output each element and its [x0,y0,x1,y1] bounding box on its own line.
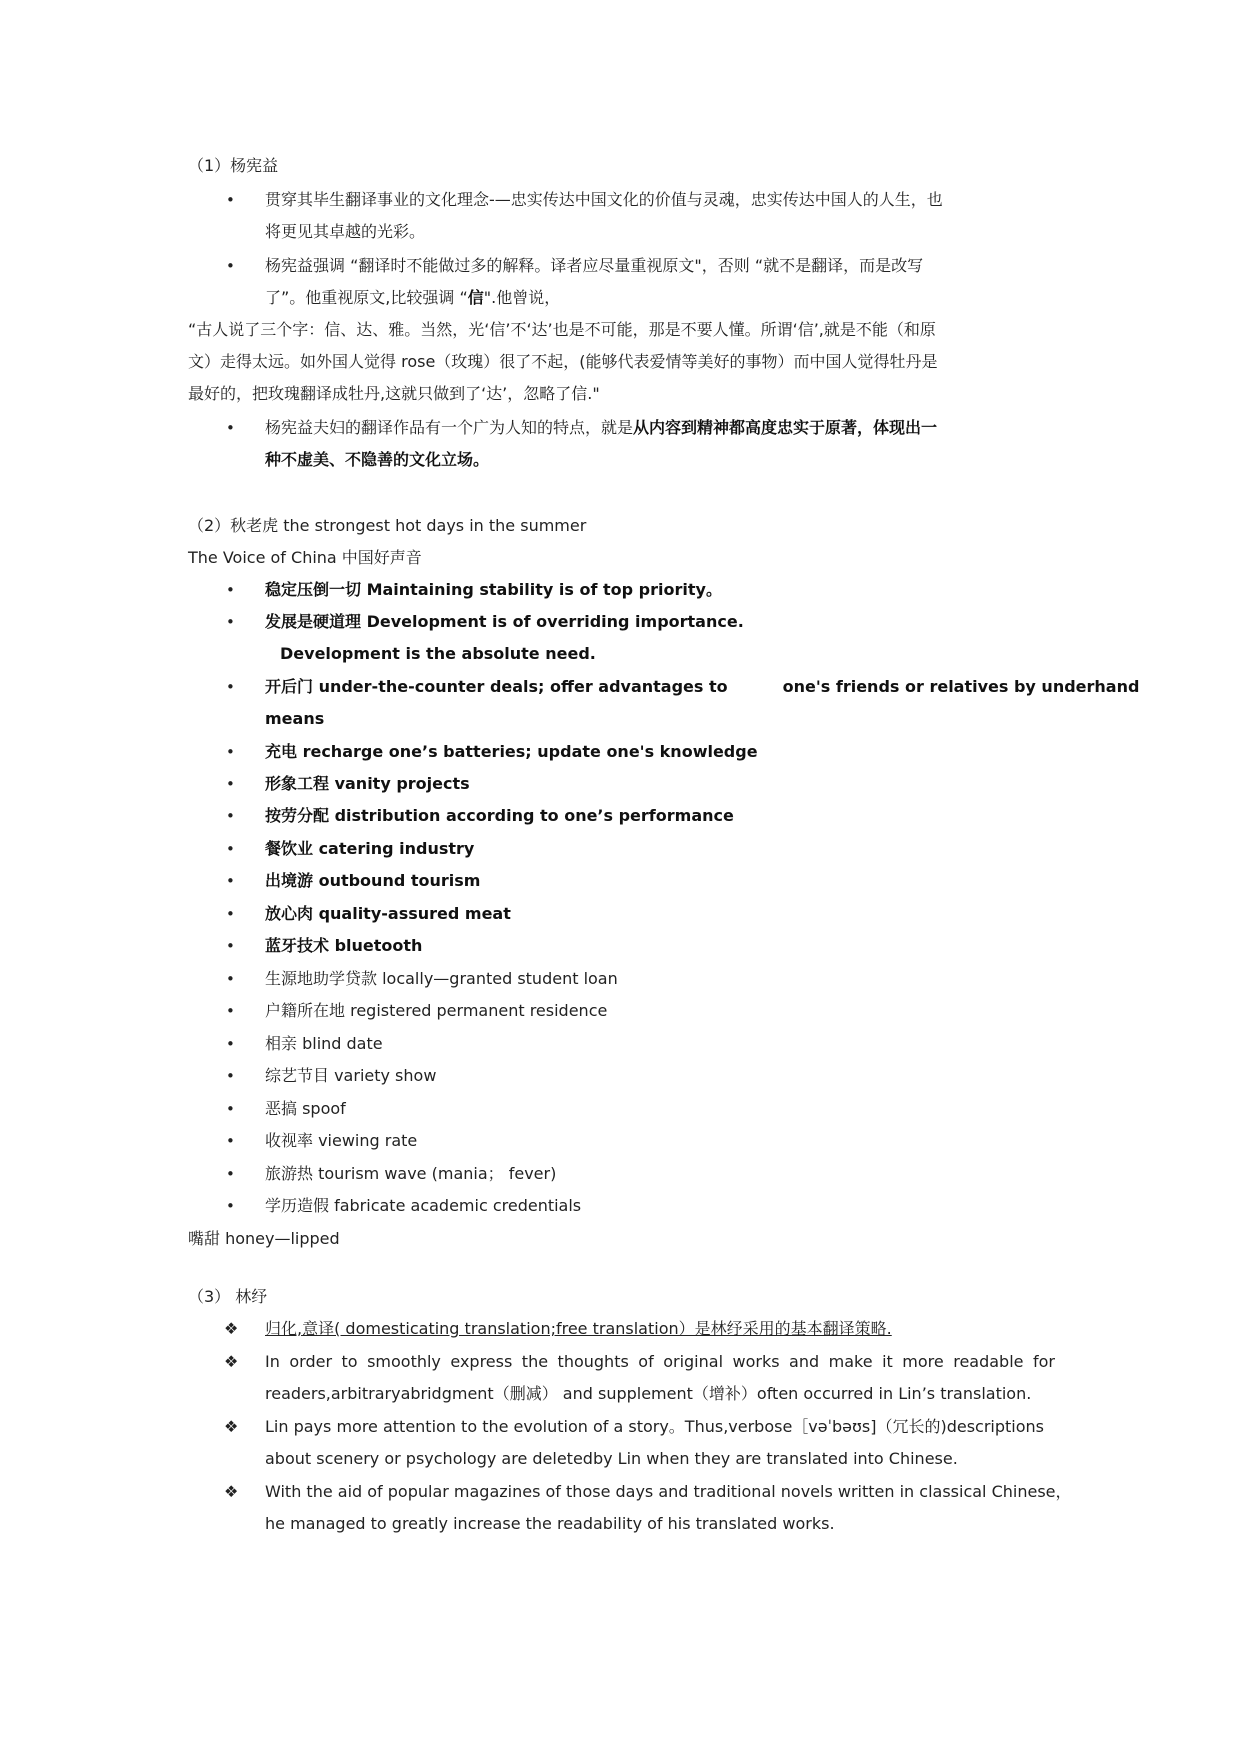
bullet-icon: • [226,1035,235,1053]
bullet-icon: • [226,743,235,761]
term-item: 餐饮业 catering industry [265,839,475,858]
s1-bullet2-line1: 杨宪益强调 “翻译时不能做过多的解释。译者应尽量重视原文"，否则 “就不是翻译，而是改写 [265,256,924,275]
bullet-icon: • [226,613,235,631]
bullet-icon: • [226,840,235,858]
bullet-icon: • [226,1067,235,1085]
term-item: 开后门 under-the-counter deals; offer advantages to one's friends or relatives by underhand [265,677,1140,696]
term-item: 收视率 viewing rate [265,1131,418,1150]
s3-point3-line1: Lin pays more attention to the evolution of a story。Thus,verbose［vəˈbəʊs]（冗长的)descriptions [265,1417,1045,1436]
quote-line3: 最好的，把玫瑰翻译成牡丹,这就只做到了‘达’，忽略了信." [188,384,600,403]
term-item: 旅游热 tourism wave (mania； fever) [265,1164,557,1183]
term-item: 户籍所在地 registered permanent residence [265,1001,608,1020]
section-1-heading: （1）杨宪益 [188,156,279,175]
bullet-icon: • [226,937,235,955]
voice-of-china-line: The Voice of China 中国好声音 [188,548,422,567]
s1-bullet1-line1: 贯穿其毕生翻译事业的文化理念-—忠实传达中国文化的价值与灵魂，忠实传达中国人的人生，也 [265,190,943,209]
diamond-bullet-icon: ❖ [224,1319,239,1338]
bullet-icon: • [226,807,235,825]
term-item: 相亲 blind date [265,1034,383,1053]
bullet-icon: • [226,419,235,437]
bullet-icon: • [226,905,235,923]
bullet-icon: • [226,872,235,890]
term-item: 放心肉 quality-assured meat [265,904,511,923]
quote-line1: “古人说了三个字：信、达、雅。当然，光‘信’不‘达’也是不可能，那是不要人懂。所谓‘信’,就是不能（和原 [188,320,936,339]
term-item: 稳定压倒一切 Maintaining stability is of top priority。 [265,580,722,599]
s3-point3-line2: about scenery or psychology are deletedby Lin when they are translated into Chinese. [265,1449,958,1468]
s3-point2-line1: In order to smoothly express the thoughts of original works and make it more readable for [265,1352,1055,1371]
s1-bullet2-line2: 了”。他重视原文,比较强调 “信".他曾说， [265,288,561,307]
diamond-bullet-icon: ❖ [224,1482,239,1501]
bullet-icon: • [226,1197,235,1215]
xin-emphasis: 信 [467,288,484,307]
term-item: 发展是硬道理 Development is of overriding importance. [265,612,744,631]
term-item-continuation: means [265,709,325,728]
bullet-icon: • [226,1100,235,1118]
bullet-icon: • [226,191,235,209]
bullet-icon: • [226,1165,235,1183]
bullet-icon: • [226,257,235,275]
bullet-icon: • [226,678,235,696]
s3-point1: 归化,意译( domesticating translation;free translation）是林纾采用的基本翻译策略. [265,1319,892,1338]
term-item: 蓝牙技术 bluetooth [265,936,423,955]
term-item: 生源地助学贷款 locally—granted student loan [265,969,618,988]
term-item: 综艺节目 variety show [265,1066,437,1085]
diamond-bullet-icon: ❖ [224,1417,239,1436]
term-item-continuation: Development is the absolute need. [280,644,596,663]
quote-line2: 文）走得太远。如外国人觉得 rose（玫瑰）很了不起，(能够代表爱情等美好的事物）而中国人觉得牡丹是 [188,352,938,371]
s1-bullet3-line2: 种不虚美、不隐善的文化立场。 [265,450,490,469]
s3-point2-line2: readers,arbitraryabridgment（删减） and supplement（增补）often occurred in Lin’s translation. [265,1384,1032,1403]
bullet-icon: • [226,1132,235,1150]
s1-bullet3-line1: 杨宪益夫妇的翻译作品有一个广为人知的特点，就是从内容到精神都高度忠实于原著，体现出一 [265,418,938,437]
term-item: 形象工程 vanity projects [265,774,470,793]
diamond-bullet-icon: ❖ [224,1352,239,1371]
term-item: 充电 recharge one’s batteries; update one's knowledge [265,742,758,761]
section-2-heading: （2）秋老虎 the strongest hot days in the summer [188,516,587,535]
term-item: 按劳分配 distribution according to one’s performance [265,806,734,825]
bullet-icon: • [226,1002,235,1020]
bullet-icon: • [226,970,235,988]
term-standalone: 嘴甜 honey—lipped [188,1229,340,1248]
term-item: 恶搞 spoof [265,1099,346,1118]
s3-point4-line1: With the aid of popular magazines of those days and traditional novels written in classical Chinese， [265,1482,1072,1501]
section-3-heading: （3） 林纾 [188,1287,268,1306]
s1-bullet1-line2: 将更见其卓越的光彩。 [265,222,426,241]
term-item: 学历造假 fabricate academic credentials [265,1196,582,1215]
bullet-icon: • [226,775,235,793]
bullet-icon: • [226,581,235,599]
s3-point4-line2: he managed to greatly increase the readability of his translated works. [265,1514,835,1533]
term-item: 出境游 outbound tourism [265,871,481,890]
